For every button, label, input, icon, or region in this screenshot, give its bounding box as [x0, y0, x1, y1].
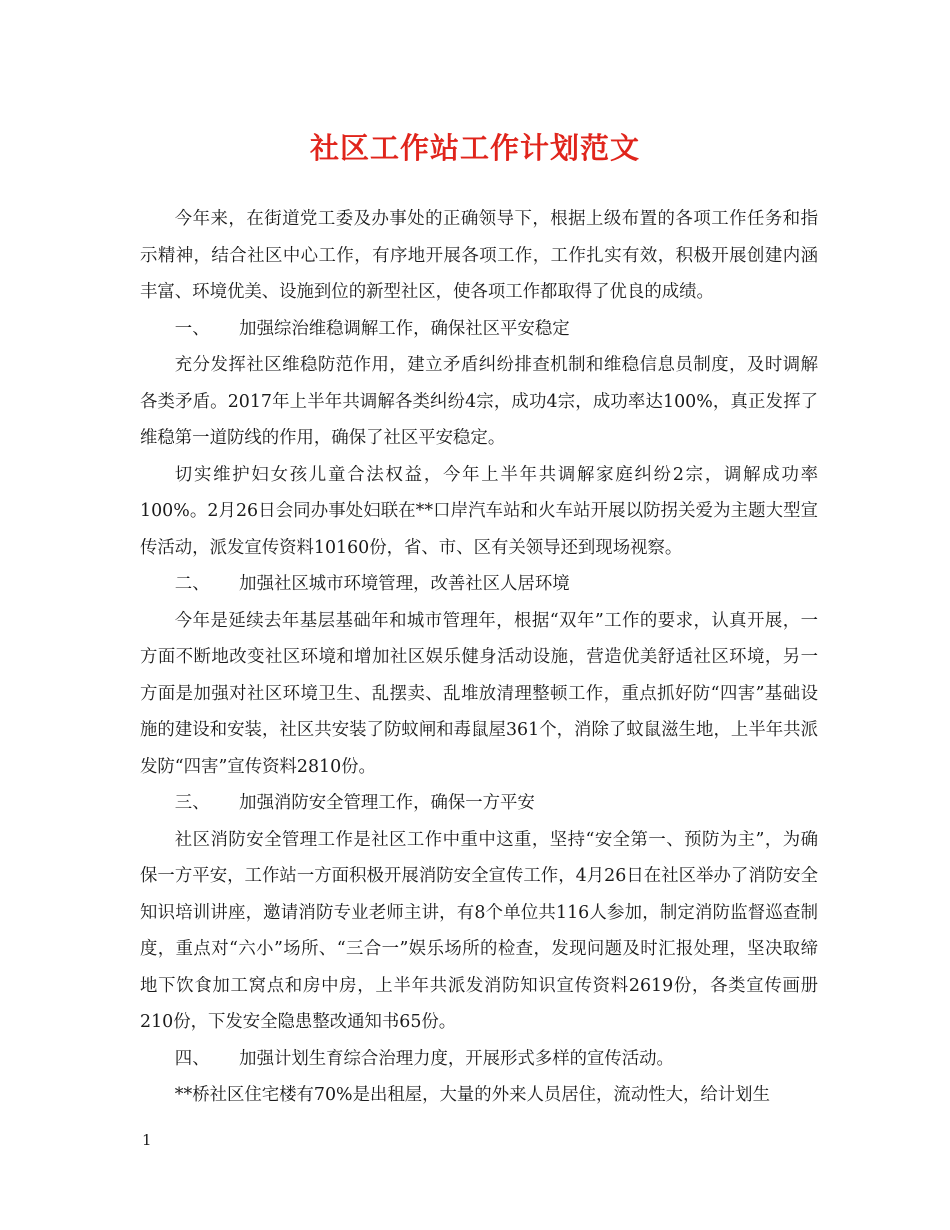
page-number: 1 — [142, 1131, 152, 1149]
section-number: 三、 — [174, 793, 210, 813]
section-heading — [140, 785, 818, 822]
paragraph: 切实维护妇女孩儿童合法权益，今年上半年共调解家庭纠纷2宗，调解成功率100%。2月26日会同办事处妇联在**口岸汽车站和火车站开展以防拐关爱为主题大型宣传活动，派发宣传资料10160份，省、市、区有关领导还到现场视察。 — [140, 464, 818, 558]
paragraph: **桥社区住宅楼有70%是出租屋，大量的外来人员居住，流动性大，给计划生 — [174, 1085, 770, 1105]
section-heading-text: 加强综治维稳调解工作，确保社区平安稳定 — [239, 318, 570, 339]
section-heading — [140, 311, 818, 348]
section-heading-text: 加强社区城市环境管理，改善社区人居环境 — [239, 574, 570, 594]
section-number: 四、 — [174, 1048, 210, 1069]
section-number: 一、 — [174, 318, 210, 339]
document-title: 社区工作站工作计划范文 — [309, 131, 640, 165]
section-heading — [140, 1041, 818, 1078]
paragraph: 今年来，在街道党工委及办事处的正确领导下，根据上级布置的各项工作任务和指示精神，结合社区中心工作，有序地开展各项工作，工作扎实有效，积极开展创建内涵丰富、环境优美、设施到位的新型社区，使各项工作都取得了优良的成绩。 — [140, 209, 818, 302]
section-heading-text: 加强计划生育综合治理力度，开展形式多样的宣传活动。 — [239, 1048, 674, 1069]
document-body — [140, 201, 818, 1114]
paragraph: 社区消防安全管理工作是社区工作中重中这重，坚持“安全第一、预防为主”，为确保一方平安，工作站一方面积极开展消防安全宣传工作，4月26日在社区举办了消防安全知识培训讲座，邀请消防专业老师主讲，有8个单位共116人参加，制定消防监督巡查制度，重点对“六小”场所、“三合一”娱乐场所的检查，发现问题及时汇报处理，坚决取缔地下饮食加工窝点和房中房，上半年共派发消防知识宣传资料2619份，各类宣传画册210份，下发安全隐患整改通知书65份。 — [140, 829, 818, 1032]
section-heading — [140, 566, 818, 603]
paragraph: 今年是延续去年基层基础年和城市管理年，根据“双年”工作的要求，认真开展，一方面不断地改变社区环境和增加社区娱乐健身活动设施，营造优美舒适社区环境，另一方面是加强对社区环境卫生、乱摆卖、乱堆放清理整顿工作，重点抓好防“四害”基础设施的建设和安装，社区共安装了防蚊闸和毒鼠屋361个，消除了蚊鼠滋生地，上半年共派发防“四害”宣传资料2810份。 — [140, 610, 818, 777]
section-heading-text: 加强消防安全管理工作，确保一方平安 — [239, 793, 535, 813]
section-number: 二、 — [174, 574, 210, 594]
paragraph: 充分发挥社区维稳防范作用，建立矛盾纠纷排查机制和维稳信息员制度，及时调解各类矛盾。2017年上半年共调解各类纠纷4宗，成功4宗，成功率达100%，真正发挥了维稳第一道防线的作用，确保了社区平安稳定。 — [140, 355, 818, 448]
